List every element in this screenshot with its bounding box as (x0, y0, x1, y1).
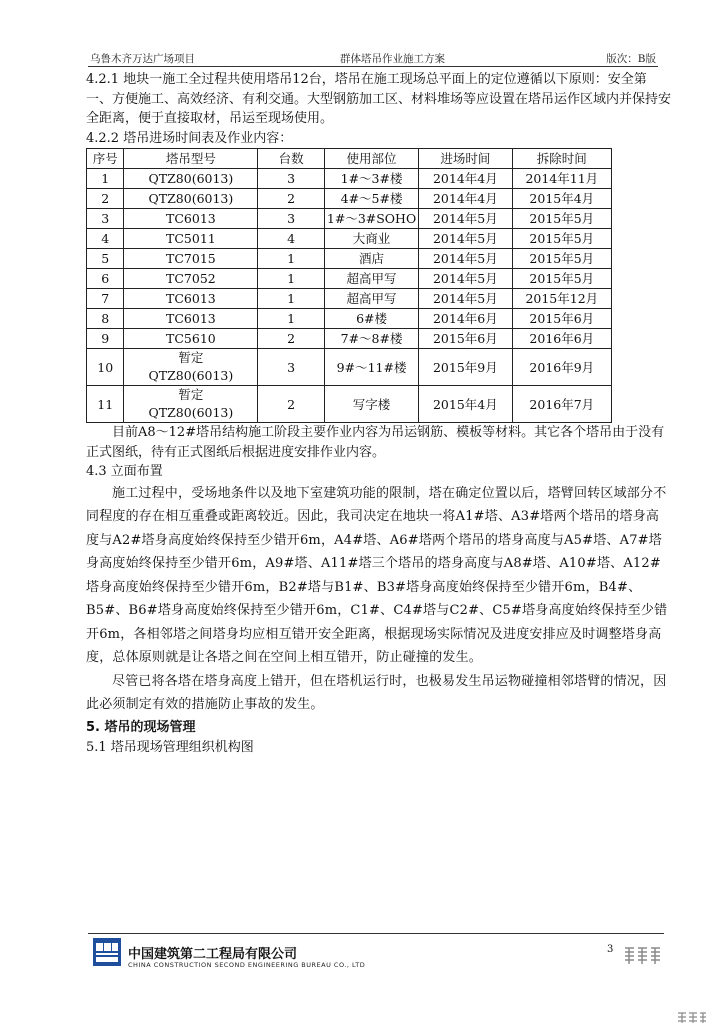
page-header (88, 50, 658, 67)
cell-entry-time: 2014年5月 (419, 229, 513, 249)
section-4-2-2: 4.2.2 塔吊进场时间表及作业内容： (86, 130, 293, 146)
cell-removal-time: 2016年7月 (512, 386, 611, 423)
table-row (87, 289, 612, 309)
cell-removal-time: 2016年6月 (512, 329, 611, 349)
cell-part: 超高甲写 (324, 269, 418, 289)
cell-count: 1 (258, 289, 325, 309)
cell-entry-time: 2014年4月 (419, 189, 513, 209)
cell-count: 2 (258, 329, 325, 349)
cell-part: 1#～3#SOHO (324, 209, 418, 229)
footer-divider (88, 933, 664, 934)
cell-model: TC6013 (124, 289, 258, 309)
cell-no: 6 (87, 269, 124, 289)
cell-part: 7#～8#楼 (324, 329, 418, 349)
cell-model-line2: QTZ80(6013) (148, 405, 234, 420)
header-no: 序号 (87, 149, 124, 169)
cell-entry-time: 2015年6月 (419, 329, 513, 349)
cell-part: 6#楼 (324, 309, 418, 329)
cell-entry-time: 2014年4月 (419, 169, 513, 189)
cscec-logo-icon (93, 938, 121, 966)
cell-removal-time: 2015年5月 (512, 249, 611, 269)
header-doc-title: 群体塔吊作业施工方案 (340, 53, 445, 65)
cell-model: TC5610 (124, 329, 258, 349)
page-number: 3 (607, 944, 614, 955)
cell-model-line1: 暂定 (178, 350, 204, 365)
cell-count: 3 (258, 349, 325, 386)
cell-entry-time: 2014年5月 (419, 289, 513, 309)
cell-part: 大商业 (324, 229, 418, 249)
cell-removal-time: 2015年4月 (512, 189, 611, 209)
company-name-en: CHINA CONSTRUCTION SECOND ENGINEERING BUREAU CO., LTD (128, 961, 366, 969)
cell-count: 1 (258, 309, 325, 329)
cell-no: 8 (87, 309, 124, 329)
table-row (87, 309, 612, 329)
section-4-3: 4.3 立面布置 (86, 464, 163, 479)
cell-removal-time: 2014年11月 (512, 169, 611, 189)
section-5-heading: 5. 塔吊的现场管理 (86, 719, 196, 735)
cell-no: 5 (87, 249, 124, 269)
cell-count: 2 (258, 189, 325, 209)
cell-removal-time: 2015年5月 (512, 209, 611, 229)
document-body (86, 70, 672, 757)
cell-no: 7 (87, 289, 124, 309)
table-row (87, 386, 612, 423)
cell-no: 9 (87, 329, 124, 349)
cell-count: 2 (258, 386, 325, 423)
cell-removal-time: 2016年9月 (512, 349, 611, 386)
cell-no: 3 (87, 209, 124, 229)
cell-model (124, 386, 258, 423)
section-5-1: 5.1 塔吊现场管理组织机构图 (86, 739, 254, 755)
header-model: 塔吊型号 (124, 149, 258, 169)
table-row (87, 269, 612, 289)
cell-entry-time: 2014年5月 (419, 269, 513, 289)
cell-model: TC7015 (124, 249, 258, 269)
cell-count: 3 (258, 209, 325, 229)
cell-model: TC6013 (124, 309, 258, 329)
table-row (87, 349, 612, 386)
cell-part: 9#～11#楼 (324, 349, 418, 386)
cell-count: 4 (258, 229, 325, 249)
cell-removal-time: 2015年5月 (512, 229, 611, 249)
cell-entry-time: 2014年5月 (419, 249, 513, 269)
table-row (87, 189, 612, 209)
cell-count: 1 (258, 249, 325, 269)
cell-part: 1#～3#楼 (324, 169, 418, 189)
cell-entry-time: 2015年9月 (419, 349, 513, 386)
cell-removal-time: 2015年6月 (512, 309, 611, 329)
header-part: 使用部位 (324, 149, 418, 169)
cell-no: 2 (87, 189, 124, 209)
section-4-2-1: 4.2.1 地块一施工全过程共使用塔吊12台，塔吊在施工现场总平面上的定位遵循以下原则：安全第一、方便施工、高效经济、有利交通。大型钢筋加工区、材料堆场等应设置在塔吊运作区域内并保持安全距离，便于直接取材，吊运至现场使用。 (86, 72, 672, 126)
header-project: 乌鲁木齐万达广场项目 (90, 53, 195, 65)
cell-count: 1 (258, 269, 325, 289)
header-count: 台数 (258, 149, 325, 169)
cell-model-line1: 暂定 (178, 387, 204, 402)
cell-entry-time: 2014年6月 (419, 309, 513, 329)
header-version: 版次：B版 (606, 53, 656, 65)
cell-no: 11 (87, 386, 124, 423)
table-row (87, 329, 612, 349)
company-name-cn: 中国建筑第二工程局有限公司 (128, 947, 298, 962)
paragraph-elevation: 施工过程中，受场地条件以及地下室建筑功能的限制，塔在确定位置以后，塔臂回转区域部分不同程度的存在相互重叠或距离较近。因此，我司决定在地块一将A1#塔、A3#塔两个塔吊的塔身高度与A2#塔身高度始终保持至少错开6m，A4#塔、A6#塔两个塔吊的塔身高度与A5#塔、A7#塔身高度始终保持至少错开6m，A9#塔、A11#塔三个塔吊的塔身高度与A8#塔、A10#塔、A12#塔身高度始终保持至少错开6m，B2#塔与B1#、B3#塔身高度始终保持至少错开6m，B4#、B5#、B6#塔身高度始终保持至少错开6m，C1#、C4#塔与C2#、C5#塔身高度始终保持至少错开6m，各相邻塔之间塔身均应相互错开安全距离，根据现场实际情况及进度安排应及时调整塔身高度，总体原则就是让各塔之间在空间上相互错开，防止碰撞的发生。 (86, 485, 668, 665)
table-row (87, 209, 612, 229)
header-removal-time: 拆除时间 (512, 149, 611, 169)
cell-model: QTZ80(6013) (124, 189, 258, 209)
table-row (87, 249, 612, 269)
cell-model: TC6013 (124, 209, 258, 229)
cell-part: 4#～5#楼 (324, 189, 418, 209)
table-row (87, 229, 612, 249)
cell-part: 写字楼 (324, 386, 418, 423)
after-table-text: 目前A8～12#塔吊结构施工阶段主要作业内容为吊运钢筋、模板等材料。其它各个塔吊由于没有正式图纸，待有正式图纸后根据进度安排作业内容。 (86, 425, 665, 460)
cell-no: 1 (87, 169, 124, 189)
corner-decoration-icon (677, 1011, 707, 1023)
cell-entry-time: 2015年4月 (419, 386, 513, 423)
crane-schedule-table (86, 148, 612, 423)
cell-part: 超高甲写 (324, 289, 418, 309)
cell-entry-time: 2014年5月 (419, 209, 513, 229)
cell-count: 3 (258, 169, 325, 189)
header-entry-time: 进场时间 (419, 149, 513, 169)
table-header-row (87, 149, 612, 169)
cell-model (124, 349, 258, 386)
cell-model: QTZ80(6013) (124, 169, 258, 189)
cell-no: 4 (87, 229, 124, 249)
table-row (87, 169, 612, 189)
cell-model: TC5011 (124, 229, 258, 249)
paragraph-collision: 尽管已将各塔在塔身高度上错开，但在塔机运行时，也极易发生吊运物碰撞相邻塔臂的情况，因此必须制定有效的措施防止事故的发生。 (86, 673, 667, 712)
cell-model: TC7052 (124, 269, 258, 289)
cell-model-line2: QTZ80(6013) (148, 368, 234, 383)
cell-removal-time: 2015年12月 (512, 289, 611, 309)
cell-no: 10 (87, 349, 124, 386)
cell-removal-time: 2015年5月 (512, 269, 611, 289)
footer-decoration-icon (624, 946, 666, 966)
cell-part: 酒店 (324, 249, 418, 269)
